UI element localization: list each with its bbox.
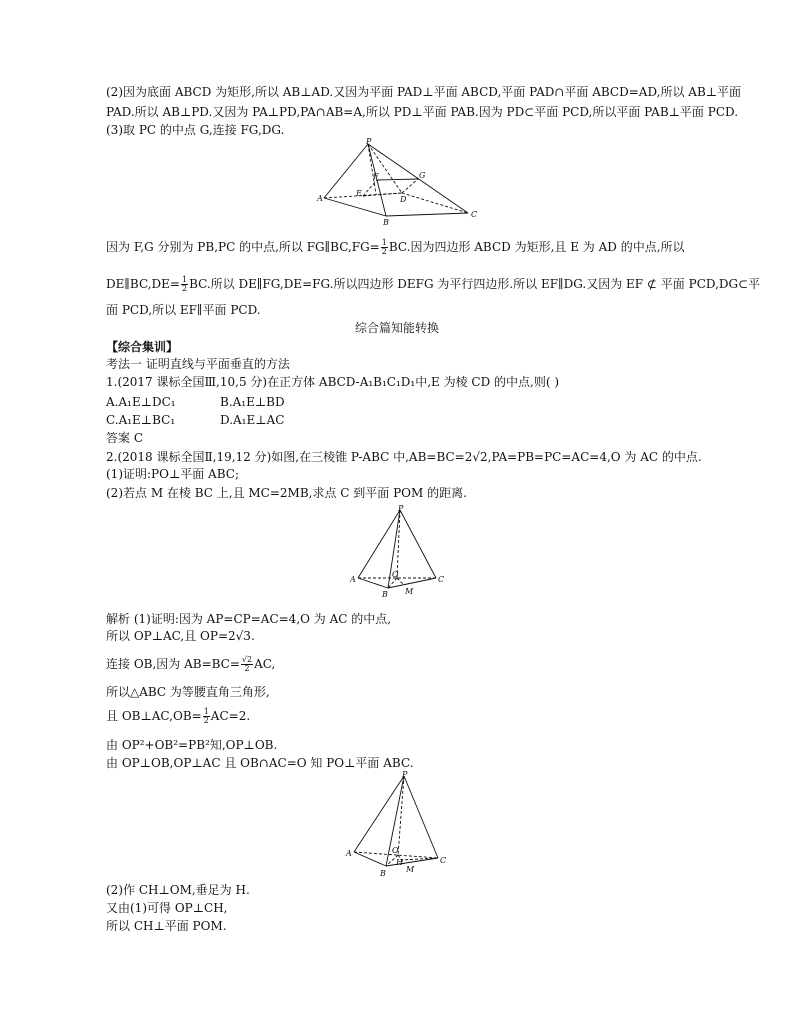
label-c: C xyxy=(440,856,447,865)
q1-options-cd xyxy=(106,412,285,428)
solution-line10: 所以 CH⊥平面 POM. xyxy=(106,919,227,933)
part3-line4: 面 PCD,所以 EF∥平面 PCD. xyxy=(106,303,261,317)
label-b: B xyxy=(382,590,388,599)
solution-line4: 所以△ABC 为等腰直角三角形, xyxy=(106,685,270,699)
segment-ef xyxy=(363,180,377,196)
collection-title: 【综合集训】 xyxy=(106,340,179,354)
label-p: P xyxy=(402,770,408,779)
label-d: D xyxy=(400,195,407,204)
fraction-one-half: $\frac{1}{2}$ xyxy=(381,238,387,256)
label-c: C xyxy=(471,210,478,219)
q1-stem: 1.(2017 课标全国Ⅲ,10,5 分)在正方体 ABCD-A₁B₁C₁D₁中,E 为棱 CD 的中点,则( ) xyxy=(106,375,560,389)
segment-fg xyxy=(377,179,418,180)
part2-line1: (2)因为底面 ABCD 为矩形,所以 AB⊥AD.又因为平面 PAD⊥平面 ABCD,平面 PAD∩平面 ABCD=AD,所以 AB⊥平面 xyxy=(106,85,742,99)
edge-ab xyxy=(324,198,386,216)
edge-bc xyxy=(386,213,468,216)
q1-option-c: C.A₁E⊥BC₁ xyxy=(106,413,176,427)
edge-ab xyxy=(358,578,388,588)
pyramid-figure-pabcd xyxy=(316,138,482,226)
label-h: H xyxy=(396,858,403,867)
part2-line2: PAD.所以 AB⊥PD.又因为 PA⊥PD,PA∩AB=A,所以 PD⊥平面 PAB.因为 PD⊂平面 PCD,所以平面 PAB⊥平面 PCD. xyxy=(106,105,739,119)
solution-line5: 且 OB⊥AC,OB= $\frac{1}{2}$ AC=2. xyxy=(106,707,251,725)
part3-line2: 因为 F,G 分别为 PB,PC 的中点,所以 FG∥BC,FG= $\frac{1}{2}$ BC.因为四边形 ABCD 为矩形,且 E 为 AD 的中点,所以 xyxy=(106,238,685,256)
part3-line3: DE∥BC,DE= $\frac{1}{2}$ BC.所以 DE∥FG,DE=FG.所以四边形 DEFG 为平行四边形.所以 EF∥DG.又因为 EF ⊄ 平面 PCD,DG⊂平 xyxy=(106,275,761,293)
label-c: C xyxy=(438,575,445,584)
label-b: B xyxy=(380,869,386,878)
label-a: A xyxy=(350,575,356,584)
label-m: M xyxy=(405,587,414,596)
part3-line1: (3)取 PC 的中点 G,连接 FG,DG. xyxy=(106,123,285,137)
q1-answer: 答案 C xyxy=(106,431,143,445)
fraction-sqrt2-over-2: $\frac{√2}{2}$ xyxy=(241,655,253,673)
label-o: O xyxy=(392,570,399,579)
label-b: B xyxy=(383,218,389,226)
q1-option-a: A.A₁E⊥DC₁ xyxy=(106,395,176,409)
label-g: G xyxy=(419,171,426,180)
segment-height xyxy=(368,144,376,194)
tetrahedron-figure-2 xyxy=(344,770,448,878)
edge-dc xyxy=(402,193,468,213)
label-a: A xyxy=(346,849,352,858)
q2-sub2: (2)若点 M 在棱 BC 上,且 MC=2MB,求点 C 到平面 POM 的距离. xyxy=(106,486,467,500)
edge-pd xyxy=(368,144,402,193)
q2-stem: 2.(2018 课标全国Ⅱ,19,12 分)如图,在三棱锥 P-ABC 中,AB=BC=2√2,PA=PB=PC=AC=4,O 为 AC 的中点. xyxy=(106,450,702,464)
label-a: A xyxy=(317,194,323,203)
q2-sub1: (1)证明:PO⊥平面 ABC; xyxy=(106,467,239,481)
label-m: M xyxy=(406,865,415,874)
label-f: F xyxy=(373,172,379,181)
tetrahedron-figure-1 xyxy=(350,504,446,600)
method-heading: 考法一 证明直线与平面垂直的方法 xyxy=(106,357,290,371)
solution-line6: 由 OP²+OB²=PB²知,OP⊥OB. xyxy=(106,738,278,752)
edge-pc xyxy=(404,776,438,858)
solution-line8: (2)作 CH⊥OM,垂足为 H. xyxy=(106,883,250,897)
edge-pa xyxy=(358,510,400,578)
solution-line1: 解析 (1)证明:因为 AP=CP=AC=4,O 为 AC 的中点, xyxy=(106,612,392,626)
label-o: O xyxy=(392,846,399,855)
label-p: P xyxy=(398,504,404,513)
label-e: E xyxy=(356,189,362,198)
solution-line9: 又由(1)可得 OP⊥CH, xyxy=(106,901,228,915)
fraction-one-half: $\frac{1}{2}$ xyxy=(203,707,209,725)
solution-line2: 所以 OP⊥AC,且 OP=2√3. xyxy=(106,629,255,643)
q1-option-b: B.A₁E⊥BD xyxy=(220,395,285,409)
section-title: 综合篇知能转换 xyxy=(354,321,439,335)
solution-line3: 连接 OB,因为 AB=BC= $\frac{√2}{2}$ AC, xyxy=(106,655,276,673)
solution-line7: 由 OP⊥OB,OP⊥AC 且 OB∩AC=O 知 PO⊥平面 ABC. xyxy=(106,756,414,770)
q1-option-d: D.A₁E⊥AC xyxy=(220,413,285,427)
segment-po xyxy=(398,776,404,855)
label-p: P xyxy=(366,138,372,146)
edge-pc xyxy=(400,510,436,578)
segment-dg xyxy=(402,179,418,193)
q1-options-ab xyxy=(106,394,285,410)
segment-om xyxy=(397,578,404,585)
fraction-one-half: $\frac{1}{2}$ xyxy=(181,275,188,293)
